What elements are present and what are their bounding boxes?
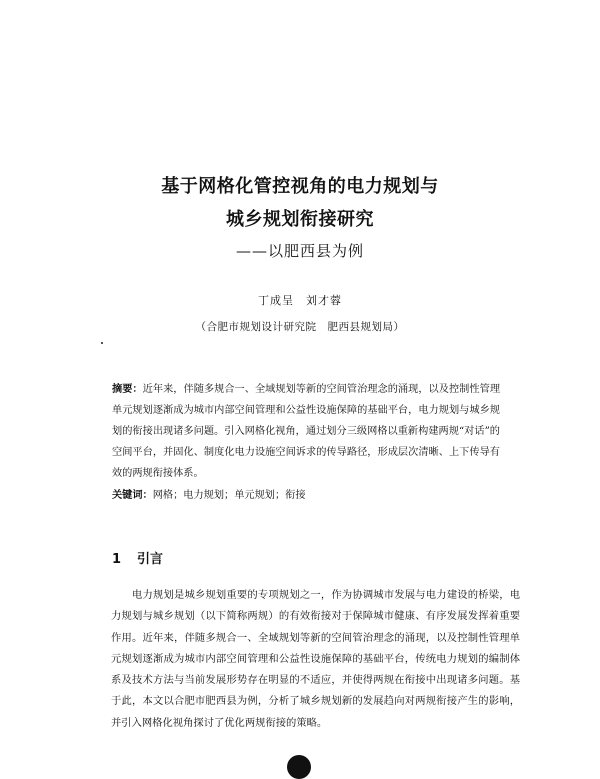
paper-subtitle: ——以肥西县为例 — [235, 242, 364, 260]
paper-title-line2: 城乡规划衔接研究 — [226, 209, 374, 230]
keywords — [112, 486, 500, 501]
section-number: 1 — [112, 552, 122, 567]
abstract — [112, 379, 500, 484]
keywords-label: 关键词： — [112, 489, 153, 501]
authors: 丁成呈 刘才蓉 — [258, 294, 342, 307]
page-mark — [287, 755, 311, 779]
body-paragraph: 电力规划是城乡规划重要的专项规划之一，作为协调城市发展与电力建设的桥梁，电力规划与城乡规划（以下简称两规）的有效衔接对于保障城市健康、有序发展发挥着重要作用。近年来，伴随多规合一、全域规划等新的空间管治理念的涌现，以及控制性管理单元规划逐渐成为城市内部空间管理和公益性设施保障的基础平台，传统电力规划的编制体系及技术方法与当前发展形势存在明显的不适应，并使得两规在衔接中出现诸多问题。基于此，本文以合肥市肥西县为例，分析了城乡规划新的发展趋向对两规衔接产生的影响，并引入网格化视角探讨了优化两规衔接的策略。 — [111, 589, 520, 729]
paper-title-line1: 基于网格化管控视角的电力规划与 — [161, 176, 439, 197]
affiliation: （合肥市规划设计研究院 肥西县规划局） — [195, 321, 405, 333]
section-heading — [112, 548, 163, 567]
abstract-text: 近年来，伴随多规合一、全域规划等新的空间管治理念的涌现，以及控制性管理单元规划逐渐成为城市内部空间管理和公益性设施保障的基础平台，电力规划与城乡规划的衔接出现诸多问题。引入网格化视角，通过划分三级网格以重新构建两规“对话”的空间平台，并固化、制度化电力设施空间诉求的传导路径，形成层次清晰、上下传导有效的两规衔接体系。 — [112, 384, 501, 479]
keywords-text: 网格；电力规划；单元规划；衔接 — [152, 490, 306, 501]
section-title: 引言 — [137, 552, 164, 567]
scan-speck — [101, 342, 103, 344]
abstract-label: 摘要： — [112, 383, 143, 395]
